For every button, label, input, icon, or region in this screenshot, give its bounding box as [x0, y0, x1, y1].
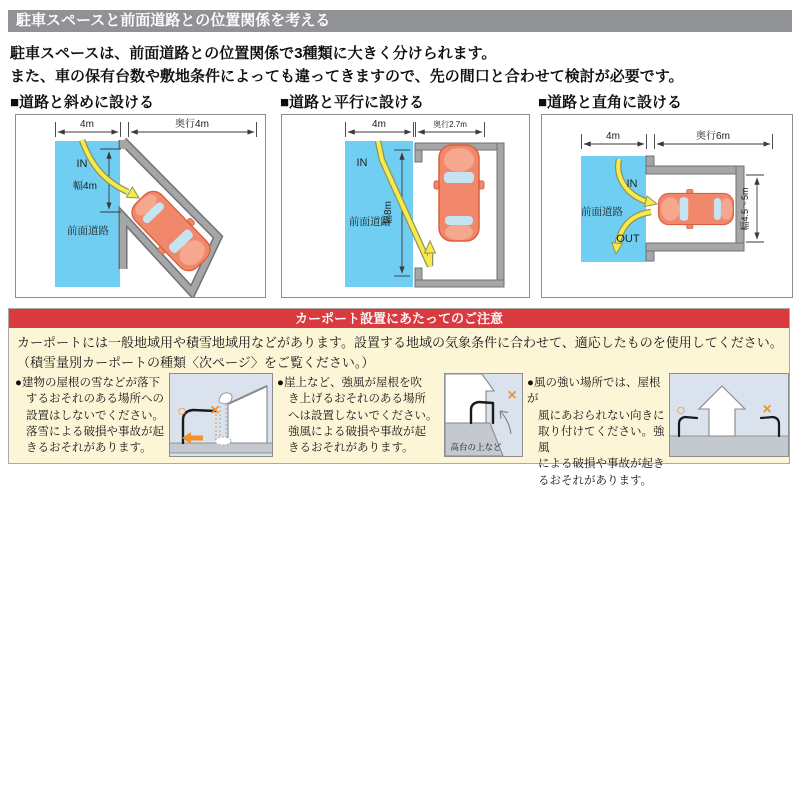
diagram-diagonal: [16, 115, 265, 297]
road-label: 前面道路: [349, 216, 391, 228]
ng-mark-icon: ×: [507, 387, 517, 404]
in-label: IN: [76, 158, 88, 170]
intro-line-1: 駐車スペースは、前面道路との位置関係で3種類に大きく分けられます。: [10, 45, 497, 62]
dim-depth: 奥行2.7m: [433, 120, 467, 129]
diagram-perpendicular: [542, 115, 792, 297]
diagram-parallel: [282, 115, 529, 297]
caution-diagram-cliff: [444, 373, 523, 457]
car-illustration: [659, 190, 734, 229]
diagram-box-parallel: [281, 114, 530, 298]
caution-title-bar: [9, 309, 789, 328]
caution-body-line-2: （積雪量別カーポートの種類〈次ページ〉をご覧ください。）: [17, 355, 375, 370]
dim-depth: 奥行4m: [175, 119, 209, 130]
caution-diagram-snowfall: [169, 373, 273, 457]
dim-frontage: 幅4.5～5m: [740, 187, 750, 231]
caution-diagram-wind-direction: [669, 373, 789, 457]
in-label: IN: [356, 157, 368, 169]
car-illustration: [434, 145, 484, 241]
road-area: [55, 141, 120, 287]
diagram-box-perpendicular: [541, 114, 793, 298]
intro-text: [10, 42, 794, 88]
caution-item-2-text: ●崖上など、強風が屋根を吹 き上げるおそれのある場所 へは設置しないでください。 強風による破損や事故が起 きるおそれがあります。: [277, 377, 438, 455]
ok-mark-icon: ○: [177, 403, 187, 420]
out-label: OUT: [616, 233, 640, 245]
caution-panel: [8, 308, 790, 487]
road-area: [345, 141, 413, 287]
cliff-label: 高台の上など: [450, 442, 502, 452]
road-label: 前面道路: [581, 206, 623, 218]
caution-body-line-1: カーポートには一般地域用や積雪地域用などがあります。設置する地域の気象条件に合わせて、適応したものを使用してください。: [17, 335, 783, 350]
dim-road-width: 4m: [372, 119, 386, 130]
diagram-box-diagonal: [15, 114, 266, 298]
ok-mark-icon: ○: [676, 402, 686, 419]
ng-mark-icon: ×: [210, 402, 220, 419]
page-title-bar: [8, 10, 792, 32]
dim-frontage: 幅4m: [73, 181, 97, 192]
dim-depth: 奥行6m: [696, 131, 730, 142]
intro-line-2: また、車の保有台数や敷地条件によっても違ってきますので、先の間口と合わせて検討が必要です。: [10, 68, 684, 85]
caution-item-3-text: ●風の強い場所では、屋根が 風にあおられない向きに 取り付けてください。強風 による破損や事故が起き るおそれがあります。: [527, 377, 665, 487]
snow-pile: [215, 437, 231, 445]
ng-mark-icon: ×: [762, 401, 772, 418]
dim-frontage: 幅8m: [383, 201, 394, 225]
dim-road-width: 4m: [80, 119, 94, 130]
heading-diagonal: ■道路と斜めに設ける: [10, 94, 155, 111]
caution-item-1-text: ●建物の屋根の雪などが落下 するおそれのある場所への 設置はしないでください。 落雪による破損や事故が起 きるおそれがあります。: [15, 377, 164, 455]
heading-perpendicular: ■道路と直角に設ける: [538, 94, 683, 111]
heading-parallel: ■道路と平行に設ける: [280, 94, 425, 111]
road-label: 前面道路: [67, 225, 109, 237]
dim-road-width: 4m: [606, 131, 620, 142]
in-label: IN: [626, 178, 638, 190]
page-title: 駐車スペースと前面道路との位置関係を考える: [16, 12, 331, 29]
caution-title: カーポート設置にあたってのご注意: [294, 311, 503, 326]
